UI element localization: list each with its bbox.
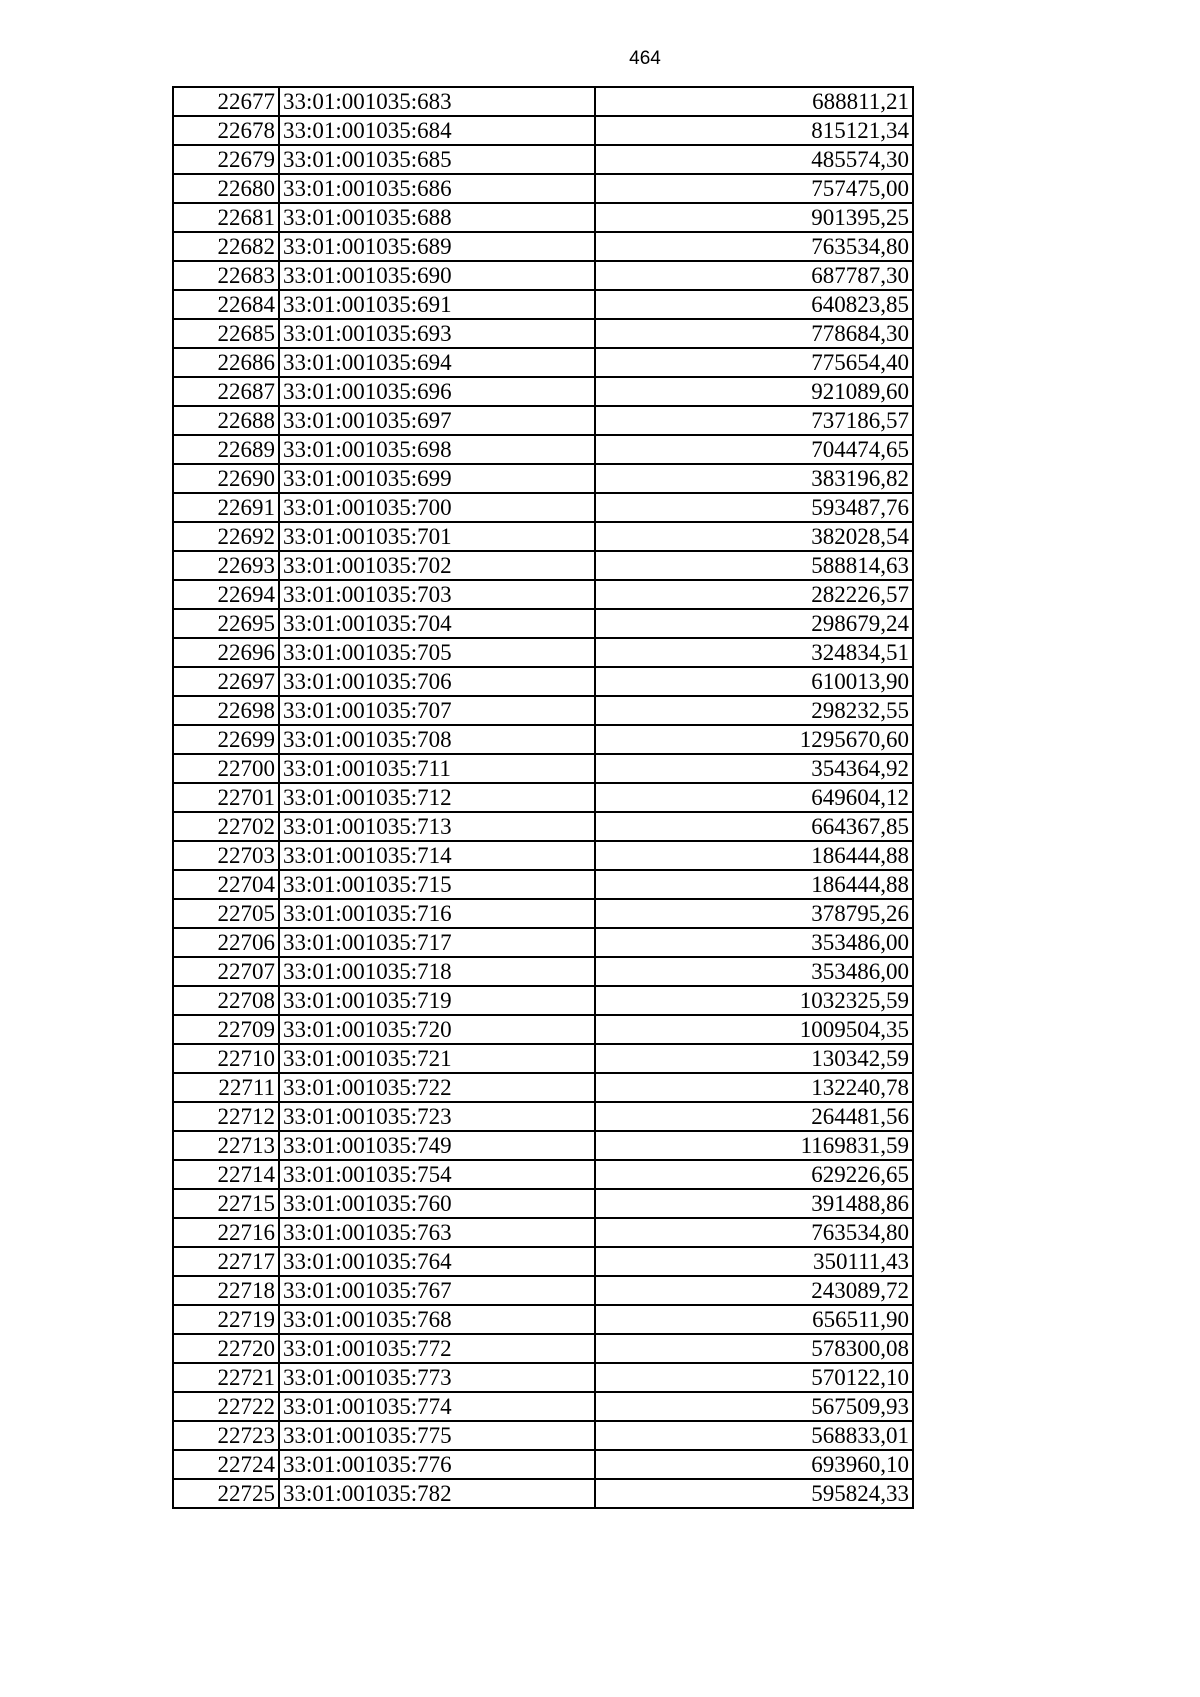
row-number-cell: 22683 <box>173 261 279 290</box>
cadastral-value-cell: 1032325,59 <box>595 986 913 1015</box>
table-row <box>173 667 913 696</box>
table-row <box>173 116 913 145</box>
table-row <box>173 899 913 928</box>
cadastral-value-cell: 243089,72 <box>595 1276 913 1305</box>
table-row <box>173 609 913 638</box>
row-number-cell: 22684 <box>173 290 279 319</box>
cadastral-value-cell: 186444,88 <box>595 870 913 899</box>
table-row <box>173 1334 913 1363</box>
cadastral-value-cell: 391488,86 <box>595 1189 913 1218</box>
table-row <box>173 783 913 812</box>
row-number-cell: 22705 <box>173 899 279 928</box>
row-number-cell: 22719 <box>173 1305 279 1334</box>
table-row <box>173 1363 913 1392</box>
cadastral-value-cell: 353486,00 <box>595 928 913 957</box>
cadastral-number-cell: 33:01:001035:767 <box>279 1276 595 1305</box>
table-row <box>173 754 913 783</box>
row-number-cell: 22716 <box>173 1218 279 1247</box>
cadastral-value-cell: 378795,26 <box>595 899 913 928</box>
cadastral-number-cell: 33:01:001035:749 <box>279 1131 595 1160</box>
table-row <box>173 725 913 754</box>
row-number-cell: 22691 <box>173 493 279 522</box>
table-row <box>173 1160 913 1189</box>
cadastral-value-cell: 921089,60 <box>595 377 913 406</box>
row-number-cell: 22706 <box>173 928 279 957</box>
row-number-cell: 22682 <box>173 232 279 261</box>
table-row <box>173 1131 913 1160</box>
table-row <box>173 493 913 522</box>
cadastral-value-cell: 640823,85 <box>595 290 913 319</box>
cadastral-value-cell: 815121,34 <box>595 116 913 145</box>
cadastral-number-cell: 33:01:001035:697 <box>279 406 595 435</box>
cadastral-number-cell: 33:01:001035:774 <box>279 1392 595 1421</box>
row-number-cell: 22688 <box>173 406 279 435</box>
cadastral-number-cell: 33:01:001035:713 <box>279 812 595 841</box>
cadastral-value-cell: 567509,93 <box>595 1392 913 1421</box>
row-number-cell: 22677 <box>173 87 279 116</box>
cadastral-value-cell: 383196,82 <box>595 464 913 493</box>
row-number-cell: 22715 <box>173 1189 279 1218</box>
row-number-cell: 22709 <box>173 1015 279 1044</box>
cadastral-number-cell: 33:01:001035:685 <box>279 145 595 174</box>
cadastral-value-cell: 1009504,35 <box>595 1015 913 1044</box>
table-row <box>173 203 913 232</box>
table-row <box>173 1421 913 1450</box>
cadastral-value-cell: 687787,30 <box>595 261 913 290</box>
cadastral-value-cell: 901395,25 <box>595 203 913 232</box>
row-number-cell: 22680 <box>173 174 279 203</box>
table-row <box>173 319 913 348</box>
row-number-cell: 22717 <box>173 1247 279 1276</box>
row-number-cell: 22681 <box>173 203 279 232</box>
table-row <box>173 1276 913 1305</box>
table-body <box>173 87 913 1508</box>
row-number-cell: 22713 <box>173 1131 279 1160</box>
table-row <box>173 1189 913 1218</box>
cadastral-number-cell: 33:01:001035:700 <box>279 493 595 522</box>
cadastral-value-cell: 350111,43 <box>595 1247 913 1276</box>
cadastral-value-cell: 588814,63 <box>595 551 913 580</box>
cadastral-number-cell: 33:01:001035:722 <box>279 1073 595 1102</box>
table-row <box>173 841 913 870</box>
cadastral-number-cell: 33:01:001035:693 <box>279 319 595 348</box>
cadastral-number-cell: 33:01:001035:714 <box>279 841 595 870</box>
row-number-cell: 22693 <box>173 551 279 580</box>
cadastral-number-cell: 33:01:001035:704 <box>279 609 595 638</box>
cadastral-number-cell: 33:01:001035:776 <box>279 1450 595 1479</box>
cadastral-value-cell: 610013,90 <box>595 667 913 696</box>
row-number-cell: 22722 <box>173 1392 279 1421</box>
cadastral-value-cell: 382028,54 <box>595 522 913 551</box>
table-row <box>173 870 913 899</box>
cadastral-number-cell: 33:01:001035:689 <box>279 232 595 261</box>
row-number-cell: 22720 <box>173 1334 279 1363</box>
cadastral-number-cell: 33:01:001035:702 <box>279 551 595 580</box>
cadastral-number-cell: 33:01:001035:696 <box>279 377 595 406</box>
row-number-cell: 22686 <box>173 348 279 377</box>
table-row <box>173 1044 913 1073</box>
cadastral-value-cell: 132240,78 <box>595 1073 913 1102</box>
cadastral-value-cell: 324834,51 <box>595 638 913 667</box>
table-row <box>173 957 913 986</box>
table-row <box>173 522 913 551</box>
row-number-cell: 22698 <box>173 696 279 725</box>
cadastral-value-cell: 282226,57 <box>595 580 913 609</box>
cadastral-number-cell: 33:01:001035:708 <box>279 725 595 754</box>
cadastral-number-cell: 33:01:001035:686 <box>279 174 595 203</box>
table-row <box>173 696 913 725</box>
cadastral-number-cell: 33:01:001035:773 <box>279 1363 595 1392</box>
cadastral-number-cell: 33:01:001035:694 <box>279 348 595 377</box>
row-number-cell: 22714 <box>173 1160 279 1189</box>
cadastral-number-cell: 33:01:001035:720 <box>279 1015 595 1044</box>
cadastral-number-cell: 33:01:001035:705 <box>279 638 595 667</box>
cadastral-number-cell: 33:01:001035:782 <box>279 1479 595 1508</box>
row-number-cell: 22711 <box>173 1073 279 1102</box>
cadastral-number-cell: 33:01:001035:684 <box>279 116 595 145</box>
table-row <box>173 1392 913 1421</box>
row-number-cell: 22704 <box>173 870 279 899</box>
table-row <box>173 1102 913 1131</box>
cadastral-value-cell: 775654,40 <box>595 348 913 377</box>
table-row <box>173 377 913 406</box>
cadastral-number-cell: 33:01:001035:760 <box>279 1189 595 1218</box>
cadastral-number-cell: 33:01:001035:712 <box>279 783 595 812</box>
cadastral-value-cell: 704474,65 <box>595 435 913 464</box>
row-number-cell: 22724 <box>173 1450 279 1479</box>
cadastral-value-cell: 485574,30 <box>595 145 913 174</box>
cadastral-number-cell: 33:01:001035:719 <box>279 986 595 1015</box>
cadastral-number-cell: 33:01:001035:718 <box>279 957 595 986</box>
cadastral-value-cell: 298232,55 <box>595 696 913 725</box>
cadastral-number-cell: 33:01:001035:717 <box>279 928 595 957</box>
cadastral-number-cell: 33:01:001035:698 <box>279 435 595 464</box>
cadastral-value-cell: 763534,80 <box>595 1218 913 1247</box>
cadastral-number-cell: 33:01:001035:754 <box>279 1160 595 1189</box>
row-number-cell: 22718 <box>173 1276 279 1305</box>
cadastral-value-cell: 130342,59 <box>595 1044 913 1073</box>
table-row <box>173 145 913 174</box>
table-row <box>173 174 913 203</box>
table-row <box>173 986 913 1015</box>
row-number-cell: 22723 <box>173 1421 279 1450</box>
row-number-cell: 22699 <box>173 725 279 754</box>
cadastral-number-cell: 33:01:001035:707 <box>279 696 595 725</box>
cadastral-number-cell: 33:01:001035:690 <box>279 261 595 290</box>
cadastral-number-cell: 33:01:001035:763 <box>279 1218 595 1247</box>
row-number-cell: 22712 <box>173 1102 279 1131</box>
table-row <box>173 232 913 261</box>
table-row <box>173 348 913 377</box>
row-number-cell: 22700 <box>173 754 279 783</box>
cadastral-number-cell: 33:01:001035:711 <box>279 754 595 783</box>
cadastral-value-cell: 578300,08 <box>595 1334 913 1363</box>
table-row <box>173 1450 913 1479</box>
row-number-cell: 22692 <box>173 522 279 551</box>
cadastral-number-cell: 33:01:001035:706 <box>279 667 595 696</box>
row-number-cell: 22696 <box>173 638 279 667</box>
cadastral-value-cell: 688811,21 <box>595 87 913 116</box>
table-row <box>173 928 913 957</box>
table-row <box>173 1479 913 1508</box>
table-row <box>173 551 913 580</box>
row-number-cell: 22685 <box>173 319 279 348</box>
cadastral-value-cell: 757475,00 <box>595 174 913 203</box>
table-row <box>173 638 913 667</box>
table-row <box>173 1247 913 1276</box>
cadastral-value-cell: 354364,92 <box>595 754 913 783</box>
table-row <box>173 87 913 116</box>
row-number-cell: 22687 <box>173 377 279 406</box>
table-row <box>173 290 913 319</box>
row-number-cell: 22703 <box>173 841 279 870</box>
table-row <box>173 464 913 493</box>
cadastral-number-cell: 33:01:001035:683 <box>279 87 595 116</box>
row-number-cell: 22701 <box>173 783 279 812</box>
cadastral-value-cell: 593487,76 <box>595 493 913 522</box>
table-row <box>173 1015 913 1044</box>
row-number-cell: 22689 <box>173 435 279 464</box>
cadastral-number-cell: 33:01:001035:723 <box>279 1102 595 1131</box>
cadastral-value-cell: 693960,10 <box>595 1450 913 1479</box>
cadastral-value-cell: 737186,57 <box>595 406 913 435</box>
table-row <box>173 1305 913 1334</box>
row-number-cell: 22694 <box>173 580 279 609</box>
row-number-cell: 22697 <box>173 667 279 696</box>
cadastral-number-cell: 33:01:001035:703 <box>279 580 595 609</box>
cadastral-number-cell: 33:01:001035:772 <box>279 1334 595 1363</box>
cadastral-value-cell: 664367,85 <box>595 812 913 841</box>
table-row <box>173 812 913 841</box>
table-row <box>173 261 913 290</box>
cadastral-value-cell: 568833,01 <box>595 1421 913 1450</box>
cadastral-number-cell: 33:01:001035:691 <box>279 290 595 319</box>
row-number-cell: 22725 <box>173 1479 279 1508</box>
cadastral-number-cell: 33:01:001035:768 <box>279 1305 595 1334</box>
row-number-cell: 22690 <box>173 464 279 493</box>
cadastral-number-cell: 33:01:001035:775 <box>279 1421 595 1450</box>
table-row <box>173 435 913 464</box>
table-row <box>173 1073 913 1102</box>
cadastral-number-cell: 33:01:001035:701 <box>279 522 595 551</box>
cadastral-value-cell: 186444,88 <box>595 841 913 870</box>
cadastral-value-cell: 763534,80 <box>595 232 913 261</box>
cadastral-value-table <box>172 86 914 1509</box>
row-number-cell: 22678 <box>173 116 279 145</box>
table-row <box>173 580 913 609</box>
cadastral-number-cell: 33:01:001035:699 <box>279 464 595 493</box>
row-number-cell: 22707 <box>173 957 279 986</box>
cadastral-value-cell: 353486,00 <box>595 957 913 986</box>
cadastral-value-cell: 570122,10 <box>595 1363 913 1392</box>
cadastral-number-cell: 33:01:001035:721 <box>279 1044 595 1073</box>
table-row <box>173 1218 913 1247</box>
cadastral-value-cell: 629226,65 <box>595 1160 913 1189</box>
cadastral-number-cell: 33:01:001035:688 <box>279 203 595 232</box>
row-number-cell: 22710 <box>173 1044 279 1073</box>
cadastral-value-cell: 298679,24 <box>595 609 913 638</box>
cadastral-value-cell: 656511,90 <box>595 1305 913 1334</box>
cadastral-value-cell: 778684,30 <box>595 319 913 348</box>
cadastral-value-cell: 595824,33 <box>595 1479 913 1508</box>
cadastral-number-cell: 33:01:001035:716 <box>279 899 595 928</box>
cadastral-number-cell: 33:01:001035:764 <box>279 1247 595 1276</box>
page-number: 464 <box>629 48 661 69</box>
row-number-cell: 22695 <box>173 609 279 638</box>
cadastral-value-cell: 649604,12 <box>595 783 913 812</box>
table-row <box>173 406 913 435</box>
cadastral-value-cell: 1295670,60 <box>595 725 913 754</box>
cadastral-value-cell: 1169831,59 <box>595 1131 913 1160</box>
cadastral-value-cell: 264481,56 <box>595 1102 913 1131</box>
row-number-cell: 22679 <box>173 145 279 174</box>
cadastral-number-cell: 33:01:001035:715 <box>279 870 595 899</box>
row-number-cell: 22708 <box>173 986 279 1015</box>
row-number-cell: 22721 <box>173 1363 279 1392</box>
row-number-cell: 22702 <box>173 812 279 841</box>
